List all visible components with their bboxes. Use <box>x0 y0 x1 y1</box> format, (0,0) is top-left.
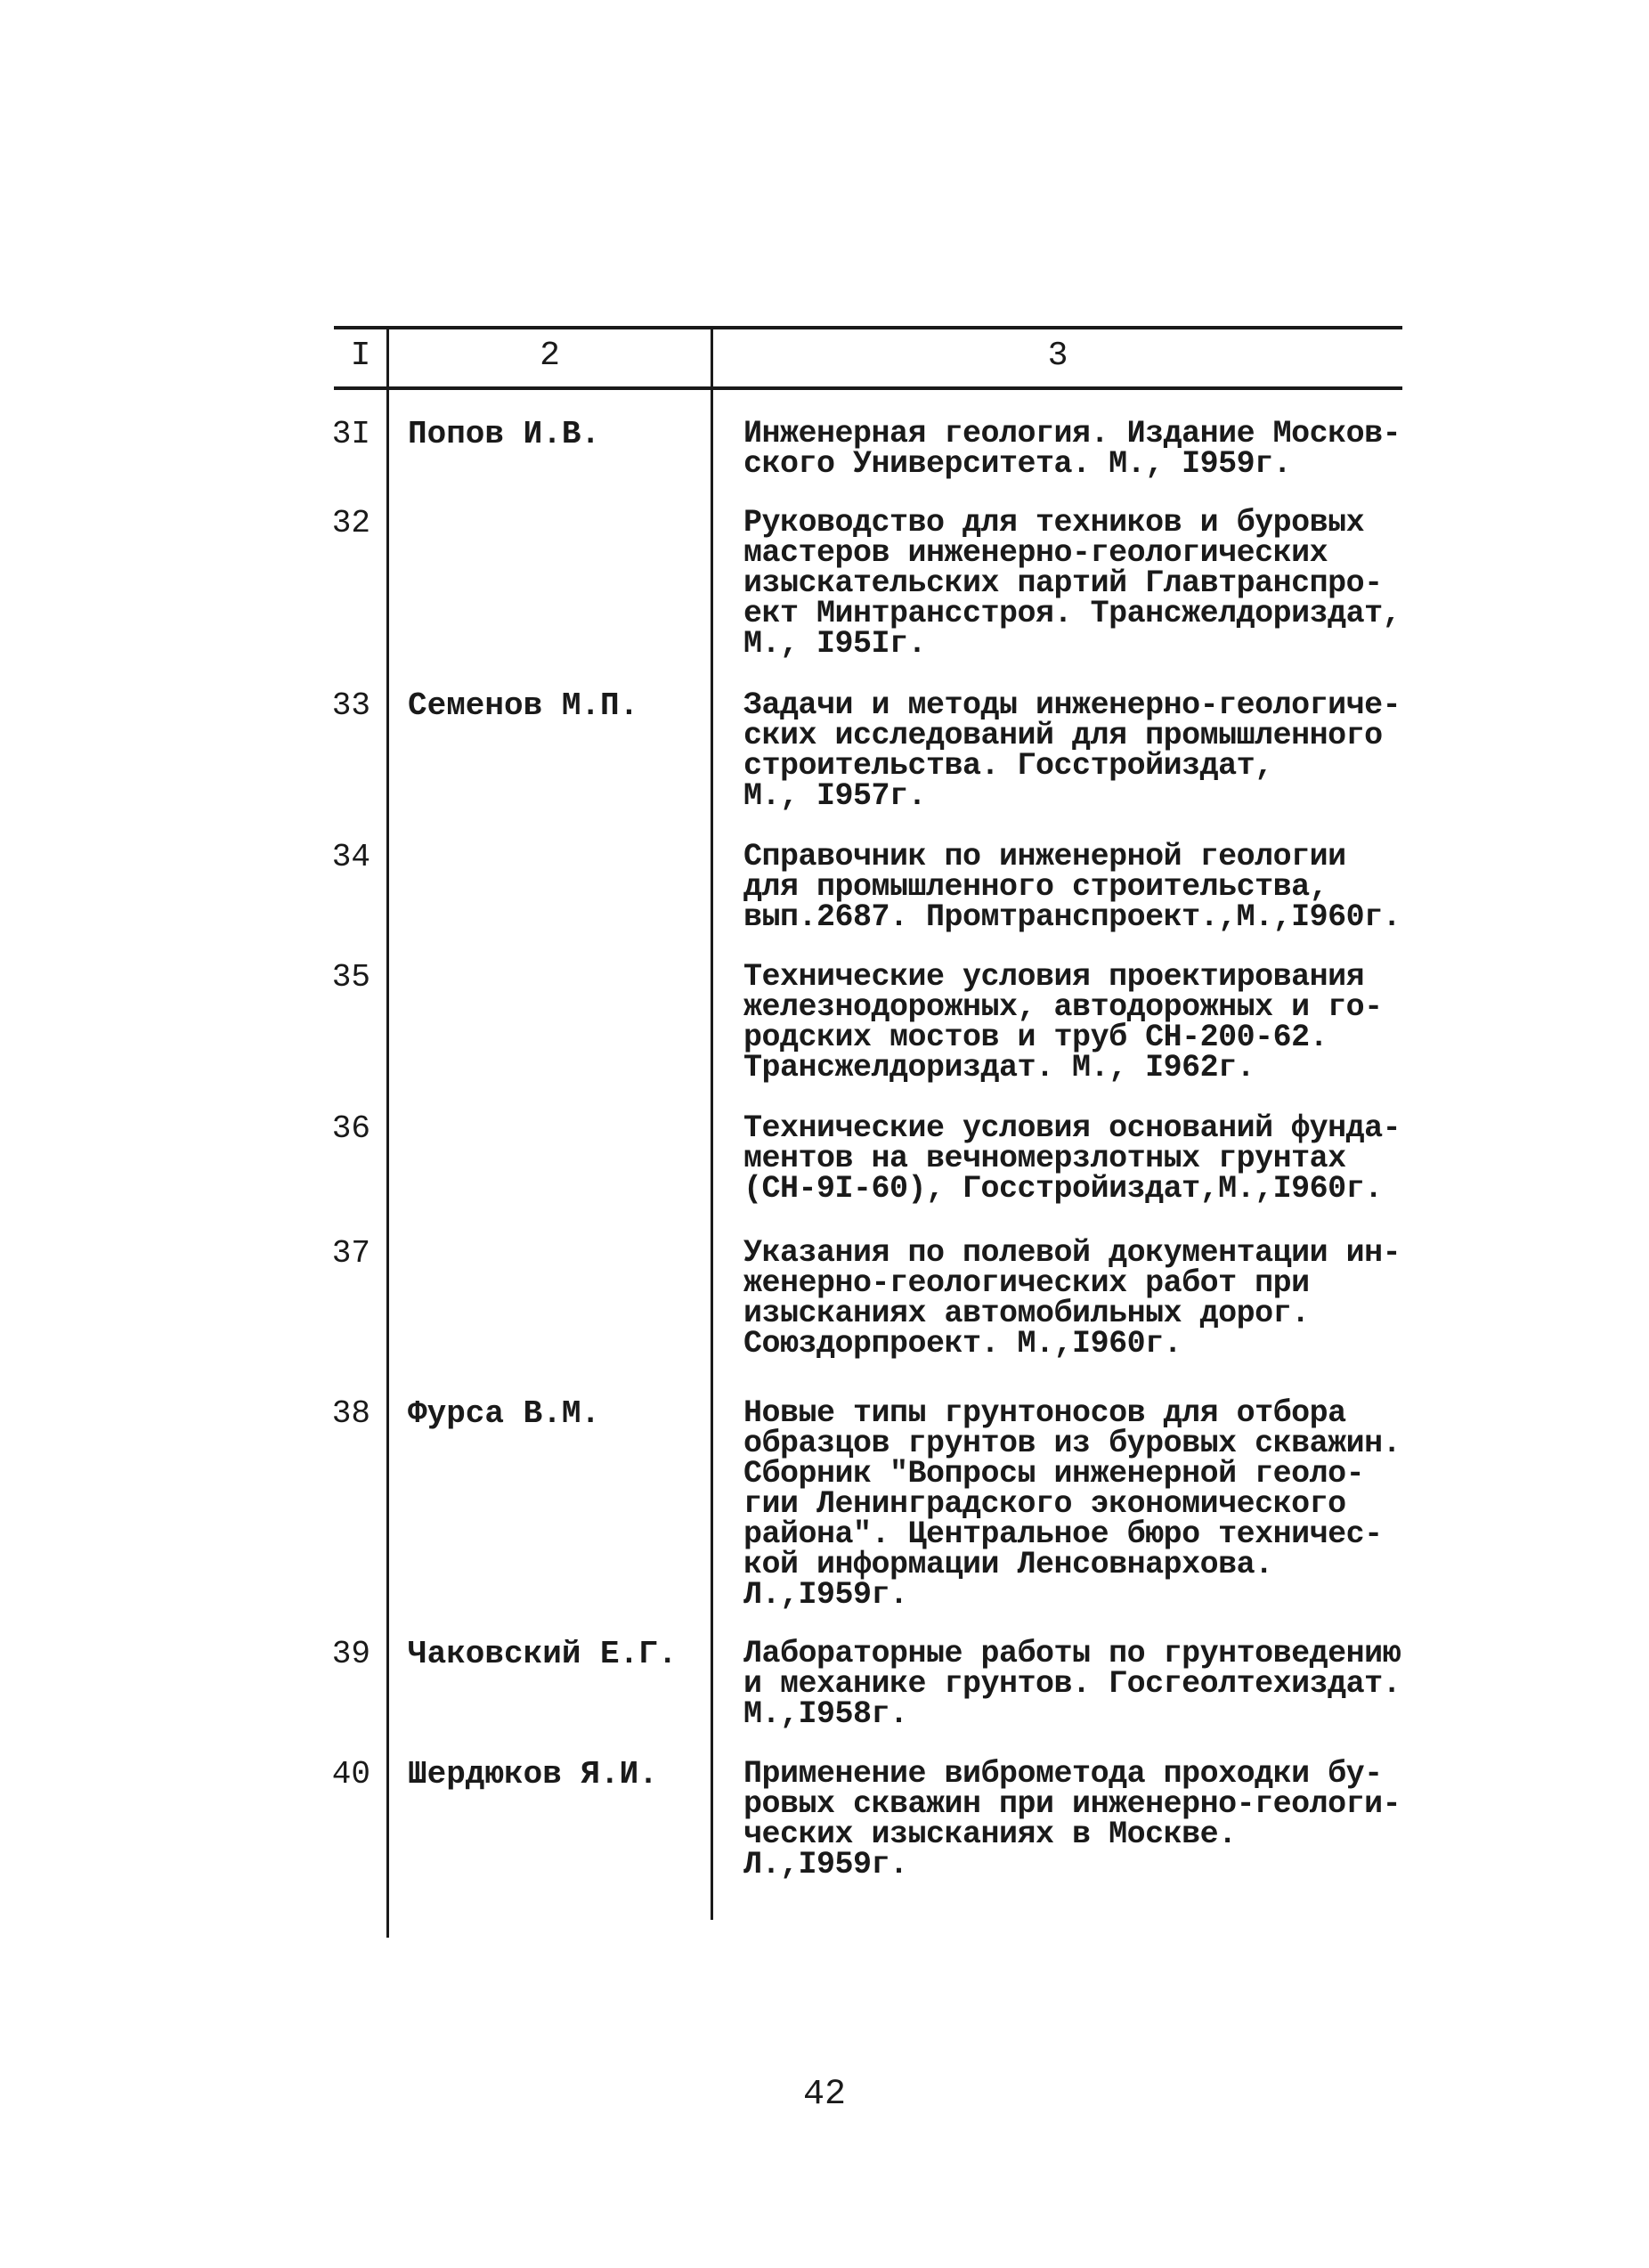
row-description-line: Технические условия оснований фунда- <box>743 1110 1401 1146</box>
row-description-line: района". Центральное бюро техничес- <box>743 1516 1383 1552</box>
header-col-3: 3 <box>1047 337 1068 375</box>
row-author: Чаковский Е.Г. <box>408 1636 678 1672</box>
row-description-line: (СН-9I-60), Госстройиздат,М.,I960г. <box>743 1171 1383 1207</box>
row-number: 34 <box>331 839 370 875</box>
row-description-line: кой информации Ленсовнархова. <box>743 1547 1273 1582</box>
row-number: 33 <box>331 687 370 724</box>
row-description-line: родских мостов и труб СН-200-62. <box>743 1020 1328 1055</box>
row-description-line: Л.,I959г. <box>743 1847 908 1882</box>
row-description-line: М., I95Iг. <box>743 626 927 662</box>
column-divider-1 <box>386 326 389 1938</box>
row-description-line: Союздорпроект. М.,I960г. <box>743 1326 1182 1362</box>
row-description-line: Инженерная геология. Издание Москов- <box>743 416 1401 451</box>
row-description-line: ческих изысканиях в Москве. <box>743 1817 1237 1852</box>
row-description-line: Справочник по инженерной геологии <box>743 839 1346 874</box>
row-description-line: изысканиях автомобильных дорог. <box>743 1296 1310 1331</box>
row-number: 3I <box>331 416 370 452</box>
row-description-line: Указания по полевой документации ин- <box>743 1235 1401 1271</box>
table-top-rule <box>334 326 1402 329</box>
row-number: 40 <box>331 1756 370 1792</box>
row-author: Фурса В.М. <box>408 1395 601 1432</box>
row-description-line: железнодорожных, автодорожных и го- <box>743 989 1383 1025</box>
row-description-line: Технические условия проектирования <box>743 959 1365 995</box>
row-description-line: Лабораторные работы по грунтоведению <box>743 1636 1401 1671</box>
row-description-line: ментов на вечномерзлотных грунтах <box>743 1141 1346 1176</box>
row-description-line: вып.2687. Промтранспроект.,М.,I960г. <box>743 899 1401 935</box>
row-description-line: изыскательских партий Главтранспро- <box>743 565 1383 601</box>
row-description-line: Сборник "Вопросы инженерной геоло- <box>743 1456 1365 1492</box>
row-author: Попов И.В. <box>408 416 601 452</box>
row-description-line: Задачи и методы инженерно-геологиче- <box>743 687 1401 723</box>
row-description-line: Новые типы грунтоносов для отбора <box>743 1395 1346 1431</box>
table-header-rule <box>334 386 1402 390</box>
row-description-line: и механике грунтов. Госгеолтехиздат. <box>743 1666 1401 1702</box>
column-divider-2 <box>711 326 713 1920</box>
row-number: 38 <box>331 1395 370 1432</box>
row-description-line: Трансжелдориздат. М., I962г. <box>743 1050 1255 1085</box>
row-number: 32 <box>331 505 370 541</box>
row-number: 35 <box>331 959 370 996</box>
row-description-line: М.,I958г. <box>743 1696 908 1732</box>
row-number: 37 <box>331 1235 370 1272</box>
row-description-line: образцов грунтов из буровых скважин. <box>743 1426 1401 1461</box>
header-col-2: 2 <box>540 337 560 375</box>
row-description-line: Руководство для техников и буровых <box>743 505 1365 541</box>
row-description-line: Л.,I959г. <box>743 1577 908 1613</box>
row-description-line: гии Ленинградского экономического <box>743 1486 1346 1522</box>
row-author: Семенов М.П. <box>408 687 639 724</box>
row-number: 39 <box>331 1636 370 1672</box>
row-description-line: Применение виброметода проходки бу- <box>743 1756 1383 1792</box>
header-col-1: I <box>350 337 371 375</box>
page-number: 42 <box>802 2075 846 2115</box>
row-author: Шердюков Я.И. <box>408 1756 658 1792</box>
row-description-line: ровых скважин при инженерно-геологи- <box>743 1786 1401 1822</box>
row-description-line: ского Университета. М., I959г. <box>743 446 1292 482</box>
row-description-line: строительства. Госстройиздат, <box>743 748 1273 784</box>
row-description-line: женерно-геологических работ при <box>743 1265 1310 1301</box>
row-description-line: М., I957г. <box>743 778 927 814</box>
row-description-line: ект Минтрансстроя. Трансжелдориздат, <box>743 596 1401 631</box>
row-description-line: мастеров инженерно-геологических <box>743 535 1328 571</box>
row-description-line: для промышленного строительства, <box>743 869 1328 905</box>
row-description-line: ских исследований для промышленного <box>743 718 1383 753</box>
row-number: 36 <box>331 1110 370 1147</box>
